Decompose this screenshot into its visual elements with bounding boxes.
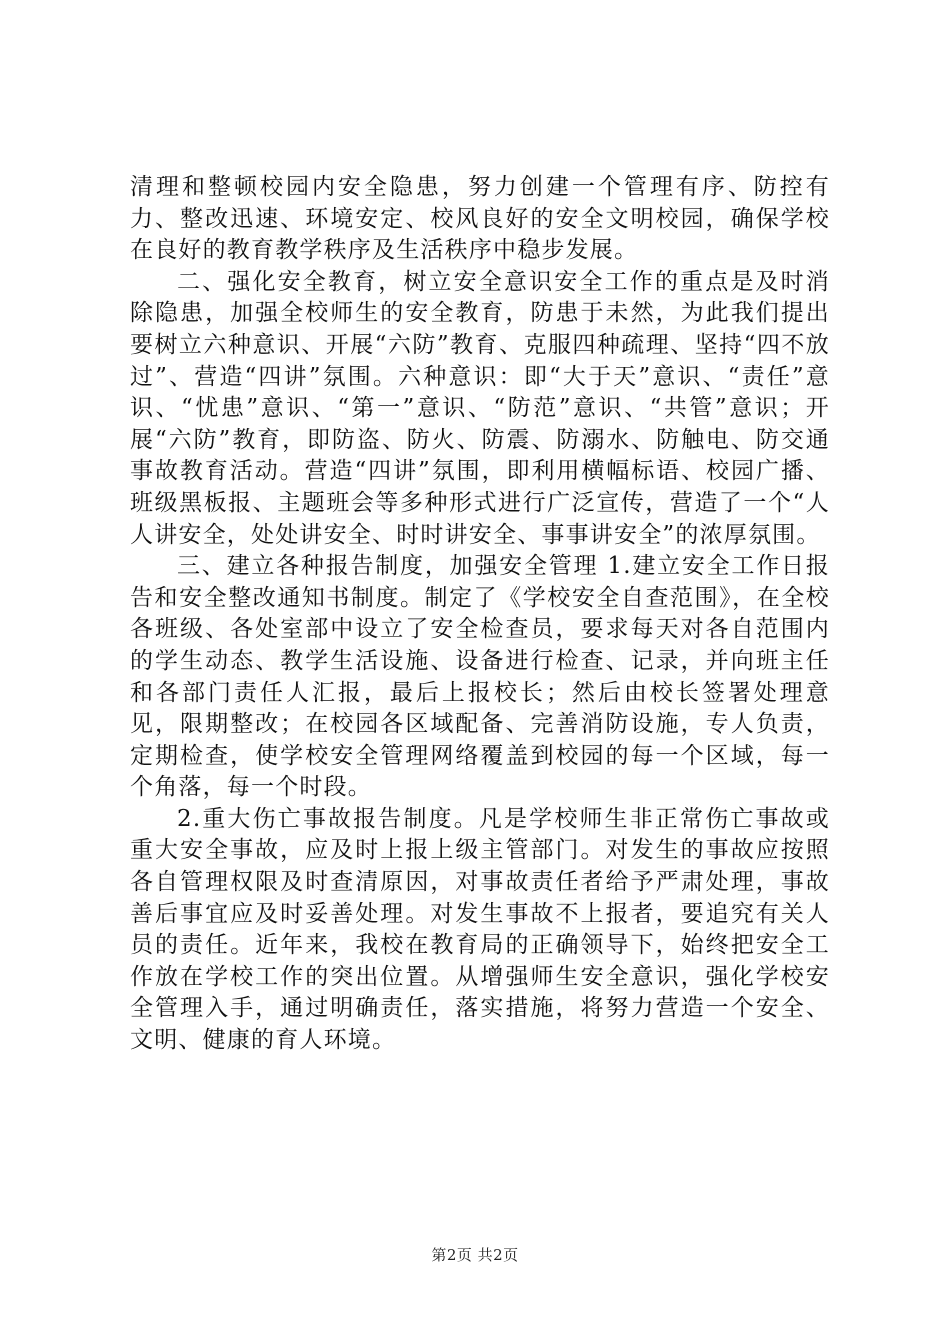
page-footer <box>0 1244 950 1265</box>
paragraph-safety-education: 二、强化安全教育，树立安全意识安全工作的重点是及时消除隐患，加强全校师生的安全教育，防患于未然，为此我们提出要树立六种意识、开展“六防”教育、克服四种疏理、坚持“四不放过”、营造“四讲”氛围。六种意识：即“大于天”意识、“责任”意识、“忧患”意识、“第一”意识、“防范”意识、“共管”意识；开展“六防”教育，即防盗、防火、防震、防溺水、防触电、防交通事故教育活动。营造“四讲”氛围，即利用横幅标语、校园广播、班级黑板报、主题班会等多种形式进行广泛宣传，营造了一个“人人讲安全，处处讲安全、时时讲安全、事事讲安全”的浓厚氛围。 <box>130 268 830 548</box>
paragraph-continuation: 清理和整顿校园内安全隐患，努力创建一个管理有序、防控有力、整改迅速、环境安定、校风良好的安全文明校园，确保学校在良好的教育教学秩序及生活秩序中稳步发展。 <box>130 174 830 264</box>
document-body <box>130 172 830 1057</box>
paragraph-reporting-system: 三、建立各种报告制度，加强安全管理 1.建立安全工作日报告和安全整改通知书制度。制定了《学校安全自查范围》，在全校各班级、各处室部中设立了安全检查员，要求每天对各自范围内的学生动态、教学生活设施、设备进行检查、记录，并向班主任和各部门责任人汇报，最后上报校长；然后由校长签署处理意见，限期整改；在校园各区域配备、完善消防设施，专人负责，定期检查，使学校安全管理网络覆盖到校园的每一个区域，每一个角落，每一个时段。 <box>130 553 830 801</box>
page-number-label: 第2页 共2页 <box>431 1246 519 1264</box>
paragraph-major-accident-reporting: 2.重大伤亡事故报告制度。凡是学校师生非正常伤亡事故或重大安全事故，应及时上报上级主管部门。对发生的事故应按照各自管理权限及时查清原因，对事故责任者给予严肃处理，事故善后事宜应及时妥善处理。对发生事故不上报者，要追究有关人员的责任。近年来，我校在教育局的正确领导下，始终把安全工作放在学校工作的突出位置。从增强师生安全意识，强化学校安全管理入手，通过明确责任，落实措施，将努力营造一个安全、文明、健康的育人环境。 <box>130 805 830 1054</box>
